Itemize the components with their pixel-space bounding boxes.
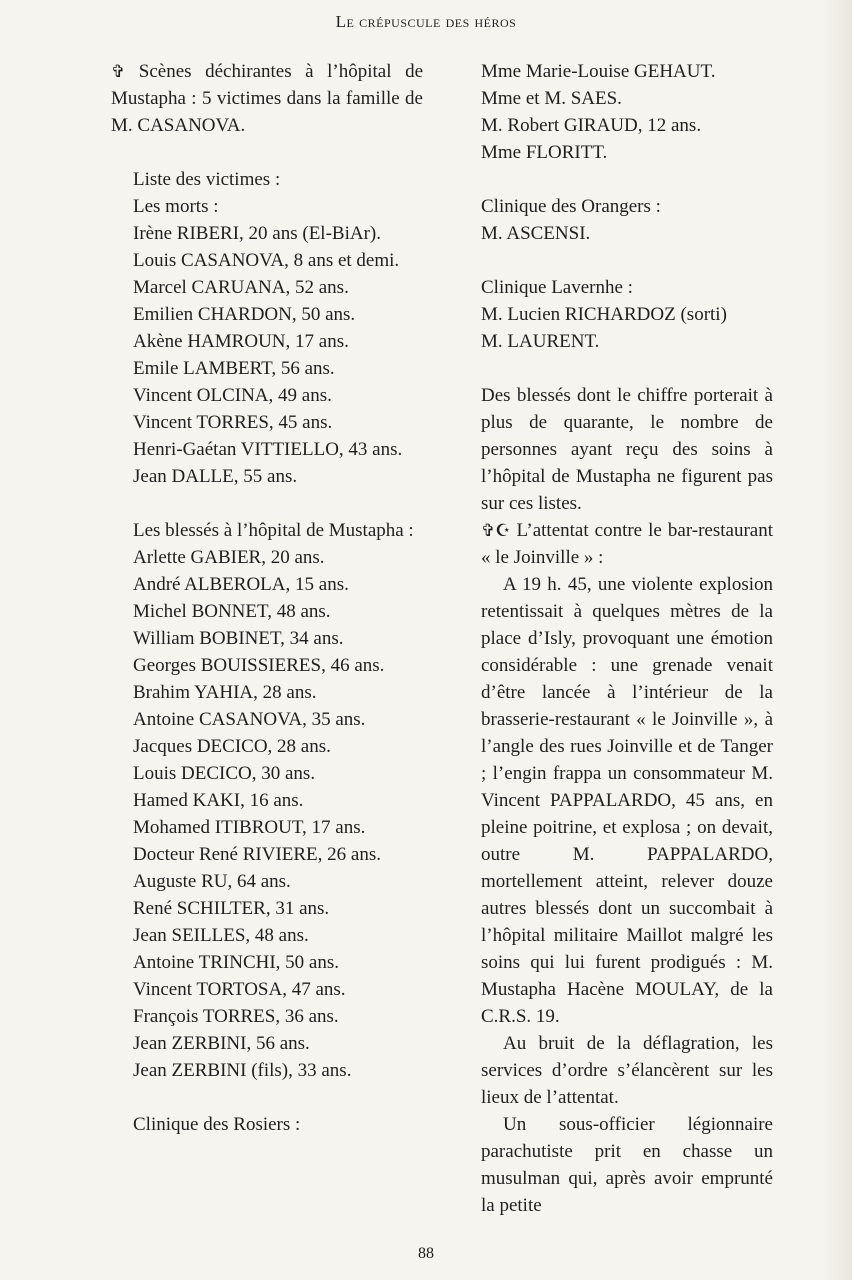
list-item: Auguste RU, 64 ans. <box>133 871 291 892</box>
list-item: M. ASCENSI. <box>481 223 591 244</box>
list-item: M. Robert GIRAUD, 12 ans. <box>481 115 702 136</box>
list-item: Vincent TORRES, 45 ans. <box>133 412 333 433</box>
list-item: Michel BONNET, 48 ans. <box>133 601 331 622</box>
list-item: Louis DECICO, 30 ans. <box>133 763 316 784</box>
list-item: André ALBEROLA, 15 ans. <box>133 574 349 595</box>
paragraph-sous-officier: Un sous-officier légionnaire parachutiste prit en chasse un musulman qui, après avoir emprunté la petite <box>481 1114 773 1216</box>
list-item: François TORRES, 36 ans. <box>133 1006 339 1027</box>
list-item: Mme Marie-Louise GEHAUT. <box>481 61 716 82</box>
list-item: M. Lucien RICHARDOZ (sorti) <box>481 304 727 325</box>
list-item: Jean ZERBINI, 56 ans. <box>133 1033 310 1054</box>
page-number: 88 <box>418 1245 434 1262</box>
list-item: Docteur René RIVIERE, 26 ans. <box>133 844 381 865</box>
dead-list <box>111 220 423 490</box>
wounded-list <box>111 544 423 1084</box>
list-item: Jacques DECICO, 28 ans. <box>133 736 331 757</box>
list-item: Antoine TRINCHI, 50 ans. <box>133 952 339 973</box>
orangers-heading: Clinique des Orangers : <box>481 196 661 217</box>
list-item: Louis CASANOVA, 8 ans et demi. <box>133 250 400 271</box>
paragraph-bruit: Au bruit de la déflagration, les services d’ordre s’élancèrent sur les lieux de l’attentat. <box>481 1033 773 1108</box>
list-item: Mme et M. SAES. <box>481 88 622 109</box>
paragraph-explosion: A 19 h. 45, une violente explosion retentissait à quelques mètres de la place d’Isly, provoquant une émotion considérable : une grenade venait d’être lancée à l’intérieur de la brasserie-restaurant « le Joinville », à l’angle des rues Joinville et de Tanger ; l’engin frappa un consommateur M. Vincent PAPPALARDO, 45 ans, en pleine poitrine, et explosa ; on devait, outre M. PAPPALARDO, mortellement atteint, relever douze autres blessés dont un succombait à l’hôpital militaire Maillot malgré les soins qui lui furent prodigués : M. Mustapha Hacène MOULAY, de la C.R.S. 19. <box>481 574 773 1027</box>
list-item: Irène RIBERI, 20 ans (El-BiAr). <box>133 223 381 244</box>
lavernhe-heading: Clinique Lavernhe : <box>481 277 633 298</box>
running-header: Le crépuscule des héros <box>335 12 517 31</box>
list-item: Antoine CASANOVA, 35 ans. <box>133 709 366 730</box>
list-item: Emilien CHARDON, 50 ans. <box>133 304 356 325</box>
list-item: Georges BOUISSIERES, 46 ans. <box>133 655 385 676</box>
list-item: William BOBINET, 34 ans. <box>133 628 344 649</box>
dead-heading: Les morts : <box>133 196 219 217</box>
intro-paragraph: ✞ Scènes déchirantes à l’hôpital de Mustapha : 5 victimes dans la famille de M. CASANOVA. <box>111 61 423 136</box>
list-item: Vincent TORTOSA, 47 ans. <box>133 979 346 1000</box>
attentat-heading: ✞☪ L’attentat contre le bar-restaurant « le Joinville » : <box>481 520 773 568</box>
list-item: Emile LAMBERT, 56 ans. <box>133 358 335 379</box>
list-item: Brahim YAHIA, 28 ans. <box>133 682 317 703</box>
rosiers-heading: Clinique des Rosiers : <box>133 1114 301 1135</box>
list-item: Jean SEILLES, 48 ans. <box>133 925 309 946</box>
list-item: Arlette GABIER, 20 ans. <box>133 547 325 568</box>
list-item: Jean ZERBINI (fils), 33 ans. <box>133 1060 352 1081</box>
list-item: Henri-Gaétan VITTIELLO, 43 ans. <box>133 439 403 460</box>
rosiers-list <box>481 58 773 166</box>
right-column <box>481 58 773 1219</box>
cross-icon: ✞ <box>111 62 126 81</box>
victims-heading: Liste des victimes : <box>133 169 281 190</box>
list-item: Akène HAMROUN, 17 ans. <box>133 331 349 352</box>
cross-crescent-icon: ✞☪ <box>481 521 511 540</box>
list-item: M. LAURENT. <box>481 331 600 352</box>
list-item: Jean DALLE, 55 ans. <box>133 466 298 487</box>
page-edge-shadow <box>822 0 852 1280</box>
left-column <box>111 58 423 1138</box>
wounded-heading: Les blessés à l’hôpital de Mustapha : <box>133 520 414 541</box>
list-item: Hamed KAKI, 16 ans. <box>133 790 304 811</box>
list-item: Mohamed ITIBROUT, 17 ans. <box>133 817 366 838</box>
list-item: Vincent OLCINA, 49 ans. <box>133 385 332 406</box>
list-item: Marcel CARUANA, 52 ans. <box>133 277 349 298</box>
list-item: Mme FLORITT. <box>481 142 608 163</box>
list-item: René SCHILTER, 31 ans. <box>133 898 330 919</box>
paragraph-blesses: Des blessés dont le chiffre porterait à plus de quarante, le nombre de personnes ayant reçu des soins à l’hôpital de Mustapha ne figurent pas sur ces listes. <box>481 385 773 514</box>
